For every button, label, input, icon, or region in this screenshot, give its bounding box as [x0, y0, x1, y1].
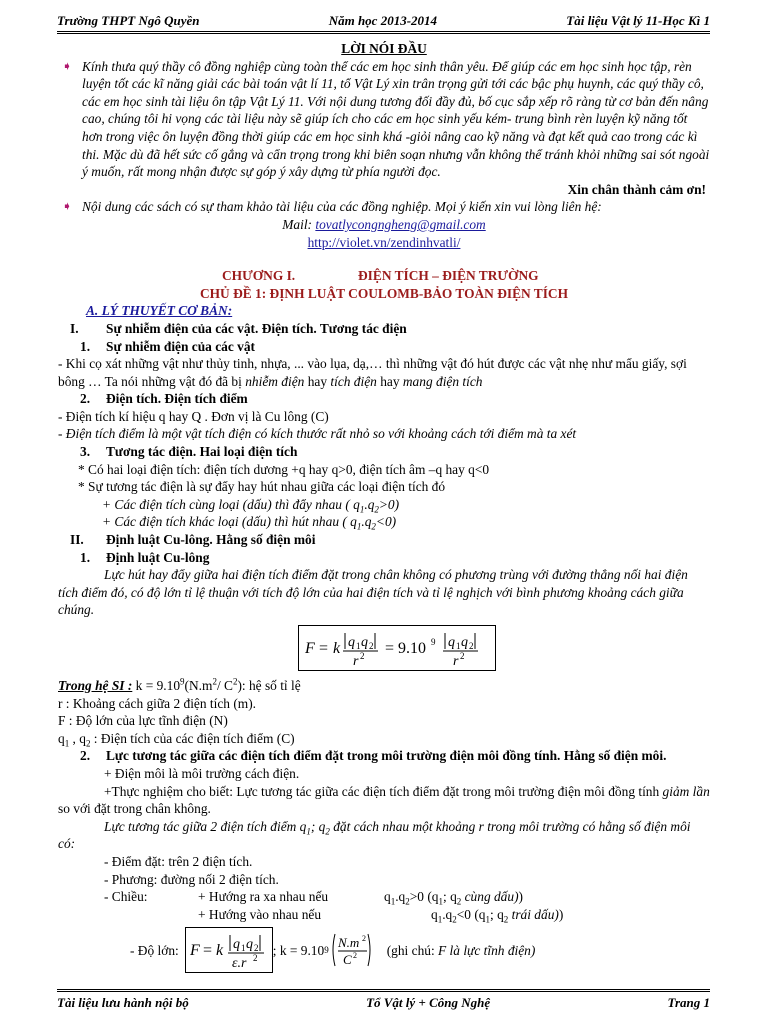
- dielectric-formula: [186, 928, 272, 972]
- s3-line1: * Có hai loại điện tích: điện tích dương +q hay q>0, điện tích âm –q hay q<0: [78, 461, 490, 477]
- coulomb-law-text: Lực hút hay đẩy giữa hai điện tích điểm đặt trong chân không có phương trùng với đường thẳng nối hai điện tích điểm đó, có độ lớn tỉ lệ thuận với tích độ lớn của hai điện tích và tỉ lệ nghịch với bình phương khoảng cách giữa chúng.: [58, 567, 688, 618]
- svg-text:r: r: [353, 654, 359, 669]
- sense-row-2: + Hướng vào nhau nếu $q_1.q_2<0$ ($q_1$; $q_2$ trái dấu)): [198, 906, 564, 925]
- mail-line: Mail: tovatlycongngheng@gmail.com: [282, 216, 486, 232]
- chapter-heading: [58, 267, 710, 285]
- svg-text:2: 2: [361, 934, 366, 944]
- def-F: F : Độ lớn của lực tĩnh điện (N): [58, 713, 228, 729]
- svg-text:ε.r: ε.r: [231, 956, 247, 972]
- svg-text:2: 2: [352, 951, 357, 961]
- svg-text:1: 1: [456, 641, 461, 651]
- footer-left: Tài liệu lưu hành nội bộ: [57, 995, 189, 1010]
- chapter-label: CHƯƠNG I.: [222, 268, 296, 284]
- s22-line2: +Thực nghiệm cho biết: Lực tương tác giữa các điện tích điểm đặt trong môi trường điện môi đồng tính giảm lần so với đặt trong chân không.: [58, 783, 710, 817]
- s3-line3: + Các điện tích cùng loại (dấu) thì đẩy nhau ( $q_1.q_2>0$): [102, 496, 400, 515]
- topic-title: CHỦ ĐỀ 1: ĐỊNH LUẬT COULOMB-BẢO TOÀN ĐIỆN TÍCH: [199, 285, 569, 301]
- svg-text:1: 1: [356, 641, 361, 651]
- footer-center: Tổ Vật lý + Công Nghệ: [366, 995, 491, 1010]
- svg-text:2: 2: [253, 943, 259, 954]
- s2-line1: - Điện tích kí hiệu q hay Q . Đơn vị là Cu lông (C): [58, 408, 329, 424]
- si-line: Trong hệ SI : $k = 9.10^9(N.m^2/$ $C^2$): hệ số tỉ lệ: [58, 676, 301, 693]
- arrow-bullet-icon: ➧: [62, 199, 73, 214]
- page-header: [57, 9, 710, 34]
- preface-paragraph: ➧ Kính thưa quý thầy cô đồng nghiệp cùng toàn thể các em học sinh thân yêu. Để giúp các em học sinh học tập, rèn luyện tốt các kĩ năng giải các bài toán vật lí 11, tổ Vật Lý xin trân trọng gửi tới các bậc phụ huynh, các quý thầy cô, các em học sinh tài liệu ôn tập Vật Lý 11. Với nội dung tương đối đầy đủ, bố cục sắp xếp rõ ràng từ cơ bản đến nâng cao, chúng tôi hi vọng các tài liệu này sẽ giúp ích cho các em học sinh yếu kém- trung bình rèn luyện kỹ năng tốt hơn trong việc ôn luyện đồng thời giúp các em học sinh khá -giỏi nâng cao kỹ năng và đạt kết quả cao trong các kì thi. Mặc dù đã hết sức cố gắng và cẩn trọng trong khi biên soạn nhưng vẫn không thể tránh khỏi những sai sót ngoài ý muốn, rất mong nhận được sự góp ý xây dựng từ phía người đọc.: [58, 58, 710, 181]
- svg-text:C: C: [342, 952, 352, 968]
- svg-text:k: k: [333, 640, 341, 657]
- thanks-line: Xin chân thành cảm ơn!: [567, 181, 706, 197]
- svg-text:q: q: [461, 635, 468, 650]
- def-q: $q_1$ , $q_2$ : Điện tích của các điện tích điểm (C): [58, 730, 295, 749]
- s22-line3: Lực tương tác giữa 2 điện tích điểm $q_1$; $q_2$ đặt cách nhau một khoảng r trong môi trường có hằng số điện môi có:: [58, 818, 691, 852]
- s3-line4: + Các điện tích khác loại (dấu) thì hút nhau ( $q_1.q_2<0$): [102, 514, 397, 533]
- svg-text:=: =: [202, 942, 212, 960]
- subsection-2: 2. Điện tích. Điện tích điểm: [80, 391, 248, 407]
- svg-text:r: r: [453, 654, 459, 669]
- svg-text:F: F: [189, 942, 200, 960]
- svg-text:2: 2: [460, 651, 465, 661]
- url-line: [58, 234, 710, 252]
- theory-heading: A. LÝ THUYẾT CƠ BẢN:: [86, 303, 233, 319]
- subsection-II-2: 2. Lực tương tác giữa các điện tích điểm đặt trong môi trường điện môi đồng tính. Hằng số điện môi.: [80, 748, 667, 764]
- page-footer: [57, 989, 710, 1012]
- svg-text:1: 1: [240, 943, 246, 954]
- svg-text:q: q: [232, 937, 240, 953]
- unit-fraction: [329, 930, 373, 970]
- svg-text:=: =: [319, 640, 329, 657]
- header-year: Năm học 2013-2014: [328, 13, 438, 28]
- svg-text:= 9.10: = 9.10: [385, 640, 427, 657]
- section-II: II. Định luật Cu-lông. Hằng số điện môi: [70, 532, 316, 548]
- s2-line2: - Điện tích điểm là một vật tích điện có kích thước rất nhỏ so với khoảng cách tới điểm mà ta xét: [58, 426, 577, 442]
- subsection-3: 3. Tương tác điện. Hai loại điện tích: [80, 444, 298, 460]
- svg-text:N.m: N.m: [337, 935, 360, 951]
- dielectric-formula-box: [185, 927, 273, 973]
- svg-text:9: 9: [431, 637, 436, 647]
- svg-text:q: q: [448, 635, 455, 650]
- contact-paragraph: ➧ Nội dung các sách có sự tham khảo tài liệu của các đồng nghiệp. Mọi ý kiến xin vui lòng liên hệ:: [58, 198, 710, 216]
- s22-line1: + Điện môi là môi trường cách điện.: [104, 765, 300, 781]
- svg-text:2: 2: [369, 641, 374, 651]
- section-I: I. Sự nhiễm điện của các vật. Điện tích. Tương tác điện: [70, 320, 407, 336]
- preface-title: LỜI NÓI ĐẦU: [341, 41, 427, 56]
- point-of-application: - Điểm đặt: trên 2 điện tích.: [104, 853, 253, 869]
- s1-text: - Khi cọ xát những vật như thủy tinh, nhựa, ... vào lụa, dạ,… thì những vật đó hút được các vật nhẹ như mẩu giấy, sợi bông … Ta nói những vật đó đã bị nhiễm điện hay tích điện hay mang điện tích: [58, 356, 687, 389]
- subsection-1: 1. Sự nhiễm điện của các vật: [80, 338, 256, 354]
- header-school: Trường THPT Ngô Quyền: [57, 13, 200, 28]
- arrow-bullet-icon: ➧: [62, 58, 73, 73]
- svg-text:2: 2: [360, 651, 365, 661]
- mail-link[interactable]: tovatlycongngheng@gmail.com: [315, 216, 486, 232]
- def-r: r : Khoảng cách giữa 2 điện tích (m).: [58, 695, 257, 711]
- svg-text:q: q: [361, 635, 368, 650]
- direction-line: - Phương: đường nối 2 điện tích.: [104, 871, 279, 887]
- coulomb-formula: [299, 626, 495, 670]
- chapter-title: ĐIỆN TÍCH – ĐIỆN TRƯỜNG: [358, 268, 539, 284]
- svg-text:q: q: [245, 937, 253, 953]
- page-number: Trang 1: [667, 995, 710, 1010]
- subsection-II-1: 1. Định luật Cu-lông: [80, 549, 210, 565]
- magnitude-row: - Độ lớn: F = k q 1 q 2 ε.r 2 ; k = 9.10 9 N.m 2 C 2 (ghi chú: F là lực tĩnh điện): [58, 927, 710, 973]
- svg-text:q: q: [348, 635, 355, 650]
- coulomb-formula-box: [298, 625, 496, 671]
- s3-line2: * Sự tương tác điện là sự đẩy hay hút nhau giữa các loại điện tích đó: [78, 479, 446, 495]
- svg-text:2: 2: [469, 641, 474, 651]
- header-doc-title: Tài liệu Vật lý 11-Học Kì 1: [566, 13, 710, 28]
- document-body: [58, 40, 710, 973]
- svg-text:k: k: [215, 942, 223, 960]
- svg-text:2: 2: [252, 953, 258, 964]
- svg-text:F: F: [305, 640, 315, 657]
- sense-row-1: - Chiều: + Hướng ra xa nhau nếu $q_1.q_2>0$ ($q_1$; $q_2$ cùng dấu)): [104, 889, 524, 907]
- website-link[interactable]: http://violet.vn/zendinhvatli/: [307, 234, 461, 250]
